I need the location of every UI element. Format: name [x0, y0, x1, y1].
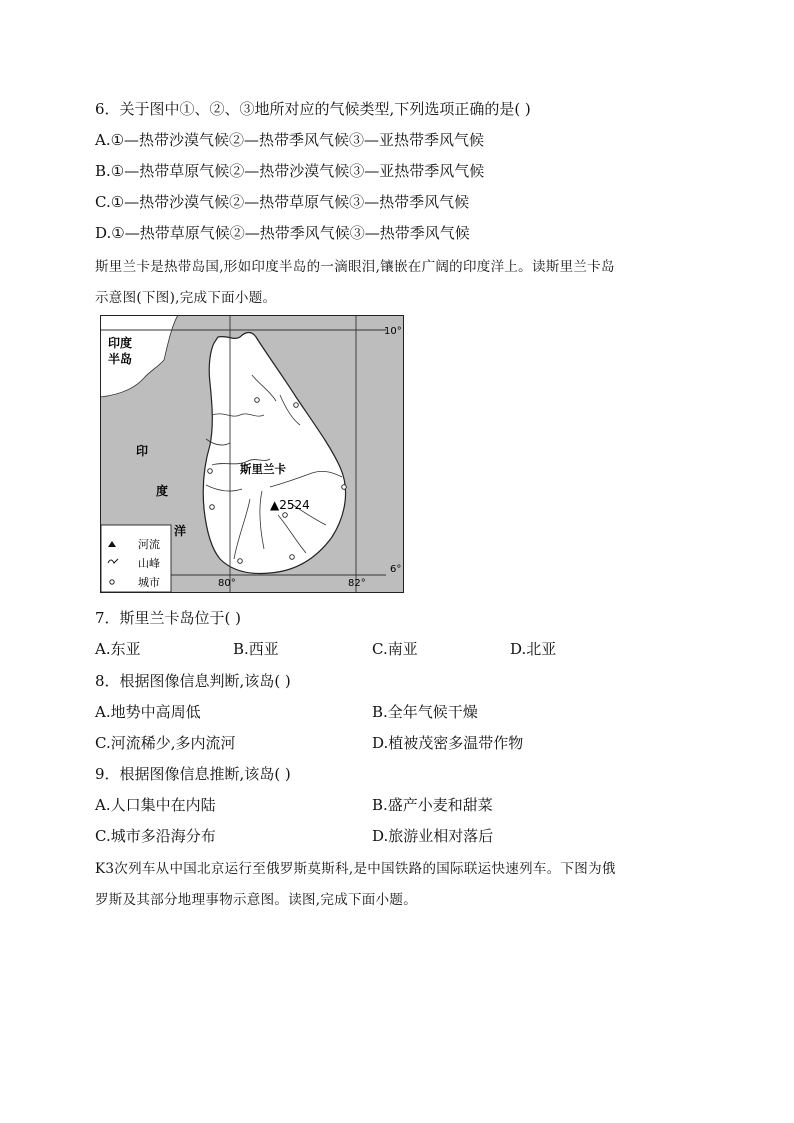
- question-6-option-a: A.①—热带沙漠气候②—热带季风气候③—亚热带季风气候: [95, 131, 485, 149]
- label-lon-80: 80°: [218, 578, 236, 589]
- question-6-option-c: C.①—热带沙漠气候②—热带草原气候③—热带季风气候: [95, 193, 470, 211]
- legend-item-2: 山峰: [138, 557, 160, 570]
- k3-intro-line2: 罗斯及其部分地理事物示意图。读图,完成下面小题。: [95, 892, 417, 908]
- question-6-stem: 6．关于图中①、②、③地所对应的气候类型,下列选项正确的是( ): [95, 100, 531, 118]
- map-legend: [101, 525, 171, 592]
- label-peninsula-2: 半岛: [108, 352, 133, 366]
- label-lat-10: 10°: [384, 326, 402, 337]
- question-8-option-c: C.河流稀少,多内流河: [95, 734, 236, 752]
- question-8-option-d: D.植被茂密多温带作物: [372, 734, 524, 752]
- legend-city-symbol: [110, 580, 114, 584]
- question-8-stem: 8．根据图像信息判断,该岛( ): [95, 672, 291, 690]
- sri-lanka-intro-line1: 斯里兰卡是热带岛国,形如印度半岛的一滴眼泪,镶嵌在广阔的印度洋上。读斯里兰卡岛: [95, 259, 615, 275]
- label-ocean-1: 印: [136, 444, 149, 458]
- k3-intro-line1: K3次列车从中国北京运行至俄罗斯莫斯科,是中国铁路的国际联运快速列车。下图为俄: [95, 861, 616, 877]
- question-9-stem: 9．根据图像信息推断,该岛( ): [95, 765, 291, 783]
- question-7-option-c: C.南亚: [372, 640, 418, 658]
- label-lat-6: 6°: [390, 564, 402, 575]
- question-6-option-b: B.①—热带草原气候②—热带沙漠气候③—亚热带季风气候: [95, 162, 485, 180]
- question-8-option-a: A.地势中高周低: [95, 703, 201, 721]
- sri-lanka-map: [100, 315, 404, 593]
- label-peak: ▲2524: [270, 498, 310, 512]
- question-7-stem: 7．斯里兰卡岛位于( ): [95, 609, 242, 627]
- legend-item-3: 城市: [138, 576, 160, 589]
- label-ocean-2: 度: [156, 484, 169, 498]
- sri-lanka-intro-line2: 示意图(下图),完成下面小题。: [95, 290, 277, 306]
- question-7-option-b: B.西亚: [233, 640, 279, 658]
- question-9-option-c: C.城市多沿海分布: [95, 827, 216, 845]
- label-island: 斯里兰卡: [240, 462, 286, 476]
- legend-item-1: 河流: [138, 538, 160, 551]
- label-peninsula-1: 印度: [108, 336, 133, 350]
- question-9-option-a: A.人口集中在内陆: [95, 796, 216, 814]
- label-ocean-3: 洋: [174, 524, 187, 538]
- question-7-option-a: A.东亚: [95, 640, 141, 658]
- question-7-option-d: D.北亚: [510, 640, 557, 658]
- question-6-option-d: D.①—热带草原气候②—热带季风气候③—热带季风气候: [95, 224, 470, 242]
- label-lon-82: 82°: [348, 578, 366, 589]
- question-9-option-d: D.旅游业相对落后: [372, 827, 494, 845]
- question-9-option-b: B.盛产小麦和甜菜: [372, 796, 493, 814]
- question-8-option-b: B.全年气候干燥: [372, 703, 478, 721]
